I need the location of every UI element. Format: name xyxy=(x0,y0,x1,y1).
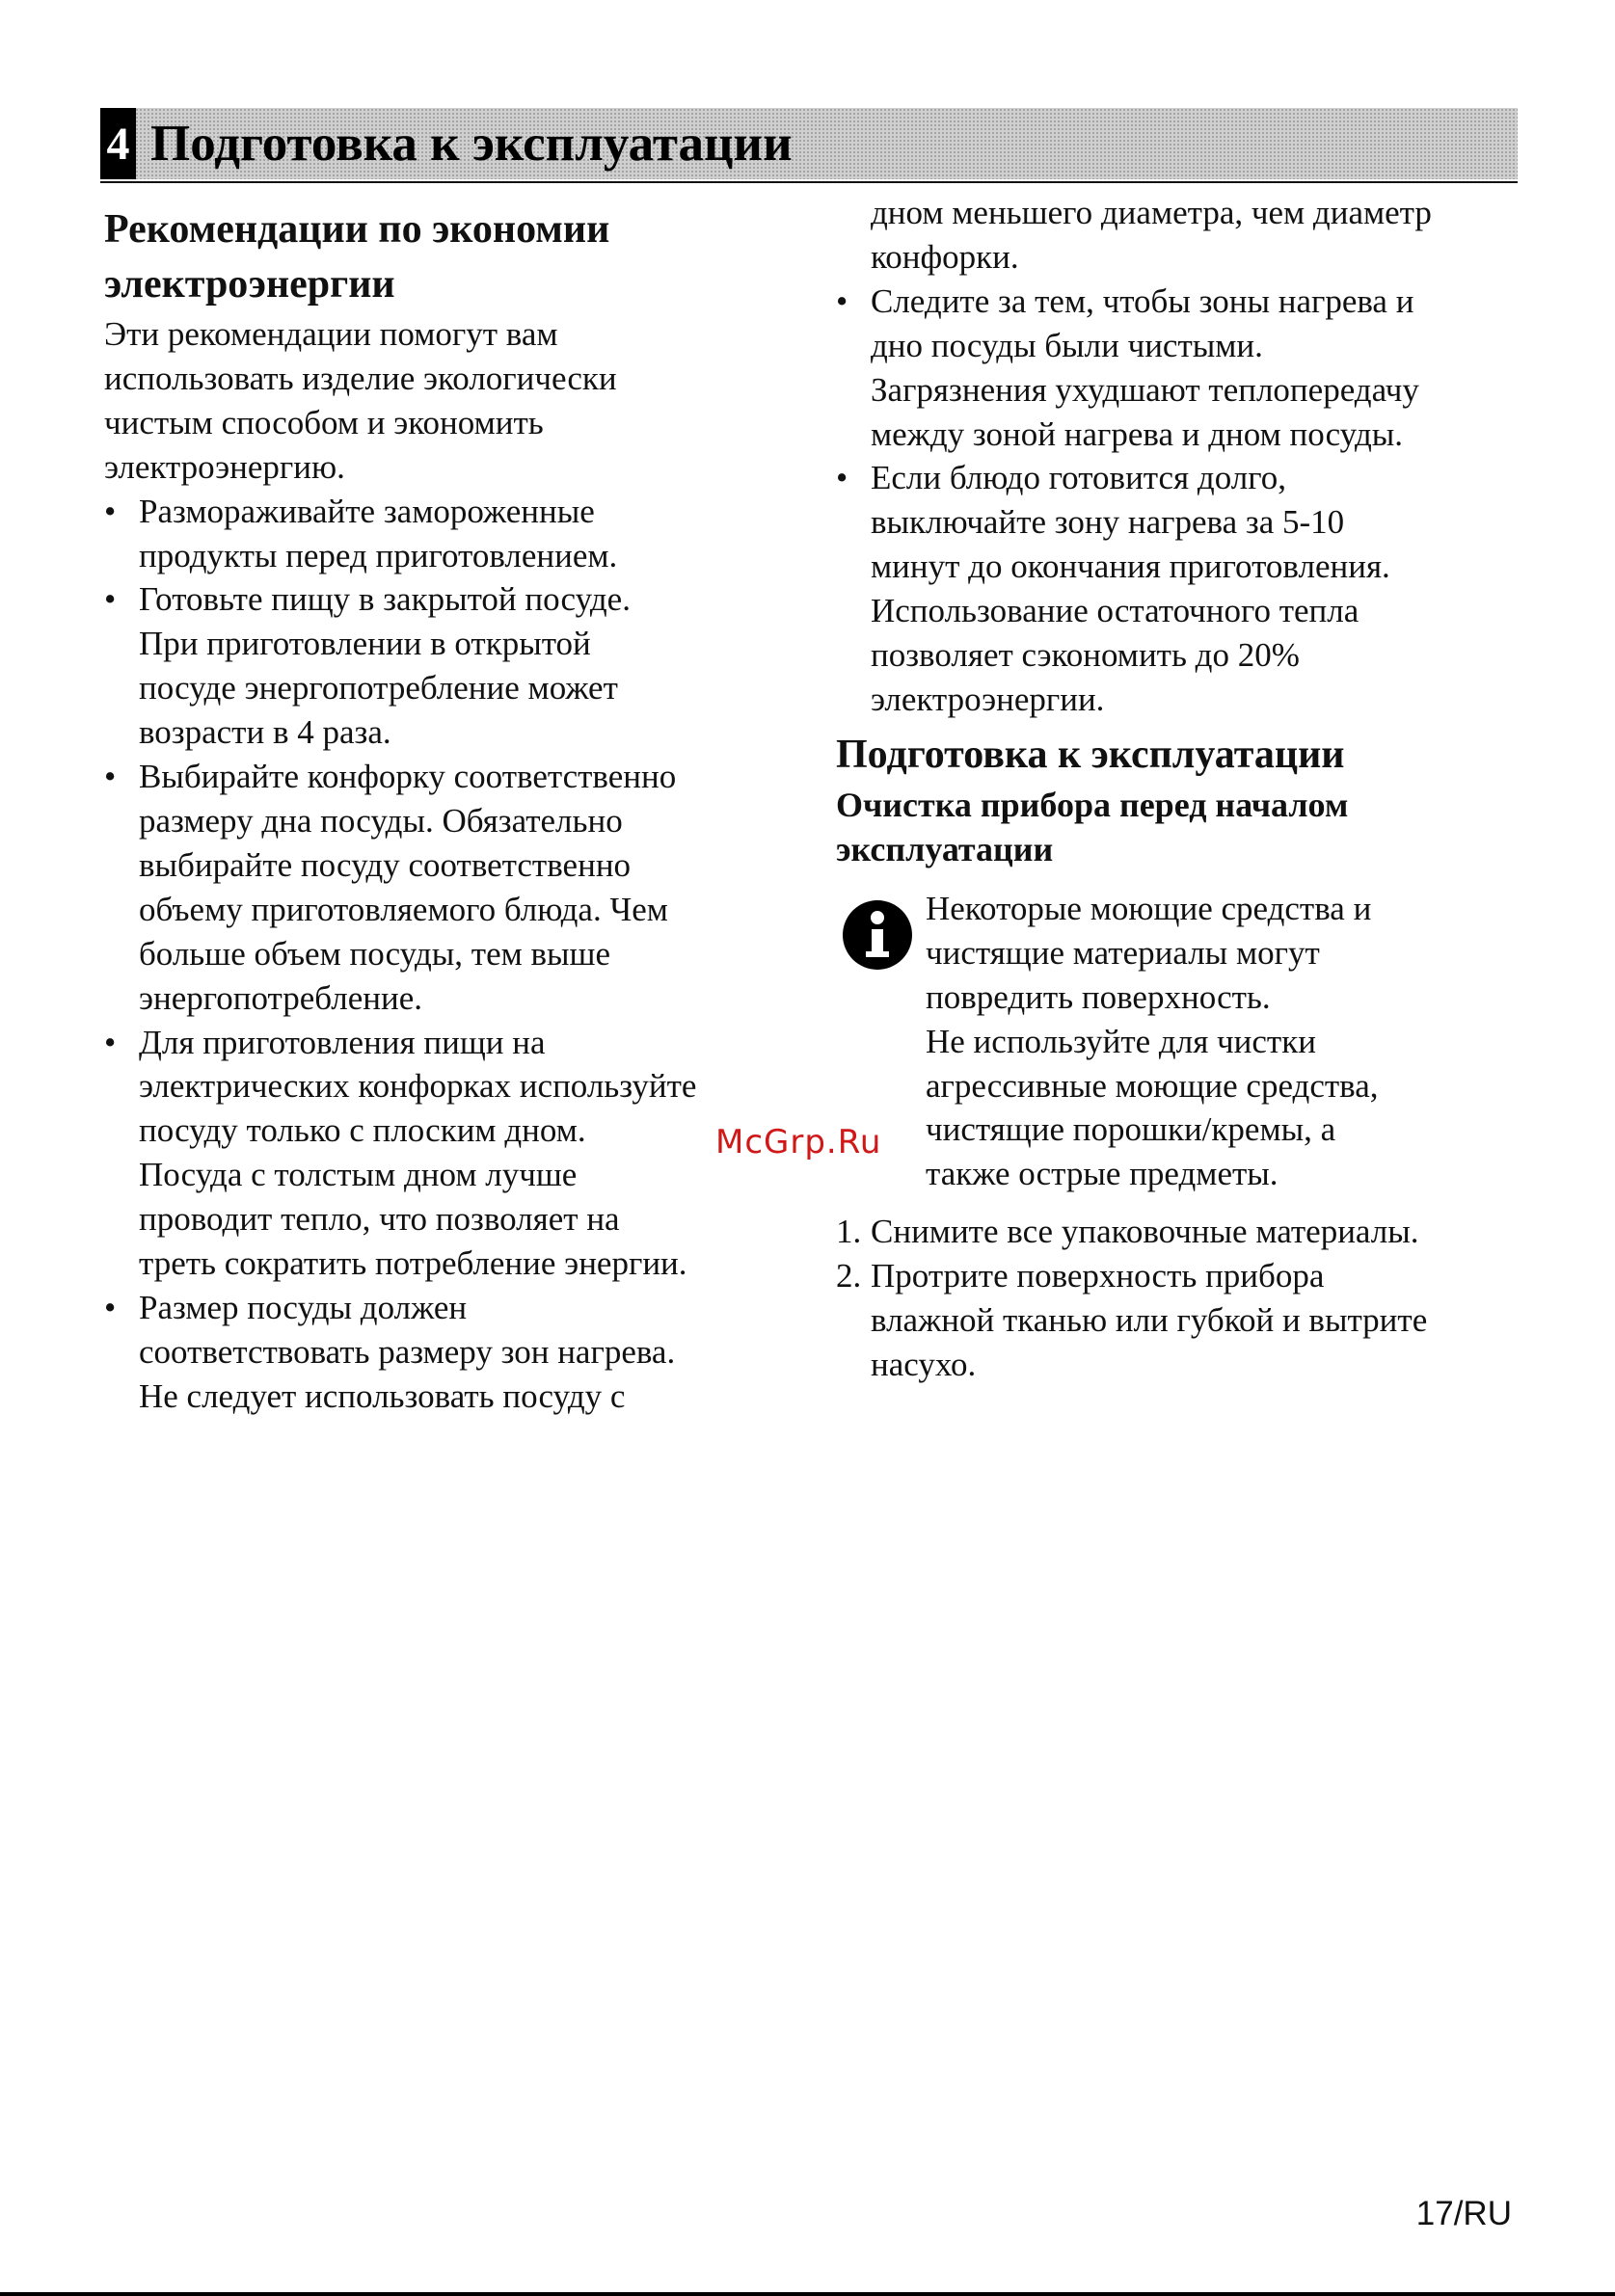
subsection-heading-cleaning: Очистка прибора перед началом эксплуатации xyxy=(836,785,1349,868)
info-note-text: Некоторые моющие средства и чистящие материалы могут повредить поверхность. Не используйте для чистки агрессивные моющие средства, чистящие порошки/кремы, а также острые предметы. xyxy=(926,889,1379,1193)
chapter-title: Подготовка к эксплуатации xyxy=(150,116,793,172)
list-item: • Размер посуды должен соответствовать размеру зон нагрева. Не следует использовать посуду с xyxy=(104,1288,676,1415)
list-item: 2. Протрите поверхность прибора влажной тканью или губкой и вытрите насухо. xyxy=(836,1257,1428,1383)
info-circle-icon xyxy=(843,900,912,970)
chapter-header xyxy=(100,108,1518,179)
list-item: • Размораживайте замороженные продукты перед приготовлением. xyxy=(104,492,618,574)
section-heading-preparation: Подготовка к эксплуатации xyxy=(836,732,1345,777)
energy-tips-list xyxy=(104,490,794,1419)
intro-paragraph: Эти рекомендации помогут вам использовать изделие экологически чистым способом и экономить электроэнергию. xyxy=(104,315,617,486)
list-item: • Следите за тем, чтобы зоны нагрева и дно посуды были чистыми. Загрязнения ухудшают теплопередачу между зоной нагрева и дном посуды. xyxy=(836,281,1419,453)
header-rule xyxy=(100,181,1518,183)
section-heading-energy: Рекомендации по экономии электроэнергии xyxy=(104,207,610,307)
list-item: • Если блюдо готовится долго, выключайте зону нагрева за 5-10 минут до окончания приготовления. Использование остаточного тепла позволяет сэкономить до 20% электроэнергии. xyxy=(836,459,1390,718)
list-item: • Для приготовления пищи на электрических конфорках используйте посуду только с плоским дном. Посуда с толстым дном лучше проводит тепло, что позволяет на треть сократить потребление энергии. xyxy=(104,1023,697,1283)
chapter-number: 4 xyxy=(100,108,136,179)
continuation-text: дном меньшего диаметра, чем диаметр конфорки. xyxy=(871,194,1432,276)
cleaning-steps-list xyxy=(836,1210,1521,1387)
cleanliness-tips-list xyxy=(836,280,1521,722)
list-item: • Выбирайте конфорку соответственно размеру дна посуды. Обязательно выбирайте посуду соответственно объему приготовляемого блюда. Чем больше объем посуды, тем выше энергопотребление. xyxy=(104,758,677,1017)
list-item: 1. Снимите все упаковочные материалы. xyxy=(836,1213,1419,1251)
left-column xyxy=(104,202,794,1419)
info-note xyxy=(836,887,1521,1196)
list-item: • Готовьте пищу в закрытой посуде. При приготовлении в открытой посуде энергопотребление может возрасти в 4 раза. xyxy=(104,580,631,752)
watermark: McGrp.Ru xyxy=(715,1123,882,1161)
page-number: 17/RU xyxy=(1415,2195,1512,2232)
right-column xyxy=(836,191,1521,1387)
bottom-rule xyxy=(0,2292,1615,2296)
